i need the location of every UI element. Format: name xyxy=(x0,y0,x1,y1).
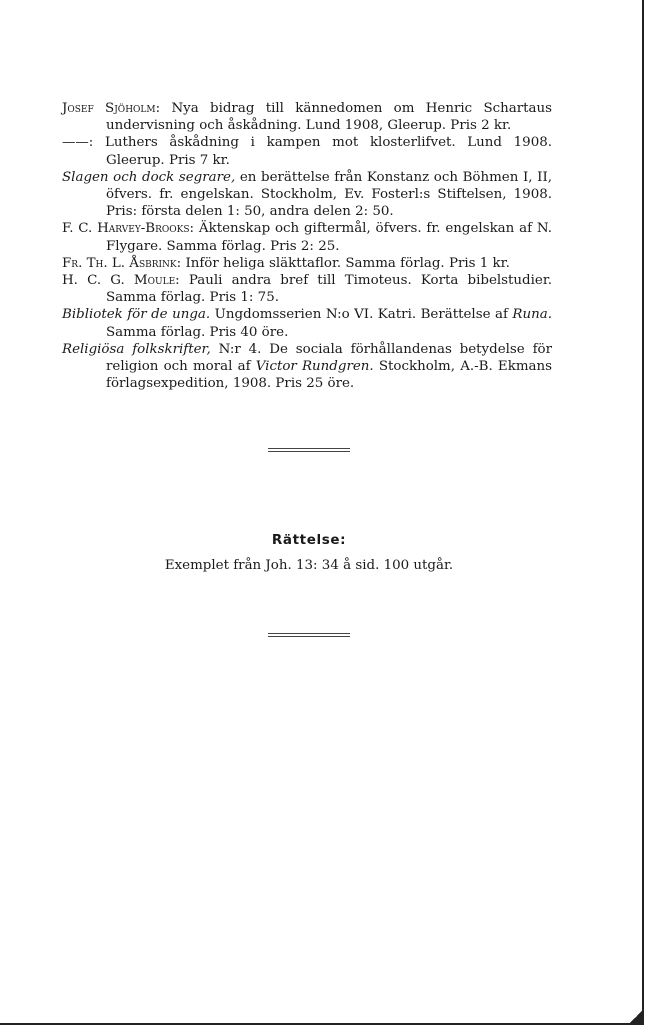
entry-title: Bibliotek för de unga. xyxy=(62,307,211,323)
list-item xyxy=(62,341,552,393)
scan-edge-bottom xyxy=(0,1023,644,1025)
entry-text: Luthers åskådning i kampen mot klosterlifvet. Lund 1908. Gleerup. Pris 7 kr. xyxy=(104,135,552,168)
entry-author: Josef Sjöholm: xyxy=(62,101,161,116)
entry-text: Ungdomsserien N:o VI. Katri. Berättelse af xyxy=(214,307,508,323)
entry-text: N:r 4. De sociala förhållandenas betydelse för religion och moral af xyxy=(106,341,552,375)
divider-rule xyxy=(268,633,350,637)
list-item xyxy=(62,255,552,272)
list-item xyxy=(62,169,552,221)
entry-text: Stockholm, A.-B. Ekmans förlagsexpedition, 1908. Pris 25 öre. xyxy=(106,359,552,392)
list-item xyxy=(62,272,552,306)
entry-text: Samma förlag. Pris 40 öre. xyxy=(106,324,289,340)
entry-author: F. C. Harvey-Brooks: xyxy=(62,221,195,237)
list-item xyxy=(62,306,552,340)
entry-author: ——: xyxy=(62,135,94,151)
entry-author: Fr. Th. L. Åsbrink: xyxy=(62,255,182,271)
erratum-text: Exemplet från Joh. 13: 34 å sid. 100 utgår. xyxy=(164,558,454,573)
bibliography-list xyxy=(62,100,552,392)
entry-author: H. C. G. Moule: xyxy=(62,273,180,289)
entry-title: Religiösa folkskrifter, xyxy=(62,341,211,357)
scan-corner xyxy=(630,1007,644,1025)
entry-text: Äktenskap och giftermål, öfvers. fr. engelskan af N. Flygare. Samma förlag. Pris 2: 25. xyxy=(106,221,552,254)
list-item xyxy=(62,100,552,134)
entry-text: Nya bidrag till kännedomen om Henric Schartaus undervisning och åskådning. Lund 1908, Gleerup. Pris 2 kr. xyxy=(106,101,552,134)
entry-text: en berättelse från Konstanz och Böhmen I, II, öfvers. fr. engelskan. Stockholm, Ev. Fosterl:s Stiftelsen, 1908. Pris: första delen 1: 50, andra delen 2: 50. xyxy=(106,169,552,220)
entry-author-pseudonym: Runa. xyxy=(512,307,552,323)
entry-title: Slagen och dock segrare, xyxy=(62,169,236,185)
divider-rule xyxy=(268,448,350,452)
list-item xyxy=(62,134,552,168)
entry-text: Pauli andra bref till Timoteus. Korta bibelstudier. Samma förlag. Pris 1: 75. xyxy=(106,273,553,306)
erratum-heading: Rättelse: xyxy=(271,532,347,548)
entry-author-name: Victor Rundgren. xyxy=(255,359,374,375)
scan-edge-right xyxy=(642,0,644,1020)
list-item xyxy=(62,220,552,254)
entry-text: Inför heliga släkttaflor. Samma förlag. Pris 1 kr. xyxy=(185,255,510,271)
